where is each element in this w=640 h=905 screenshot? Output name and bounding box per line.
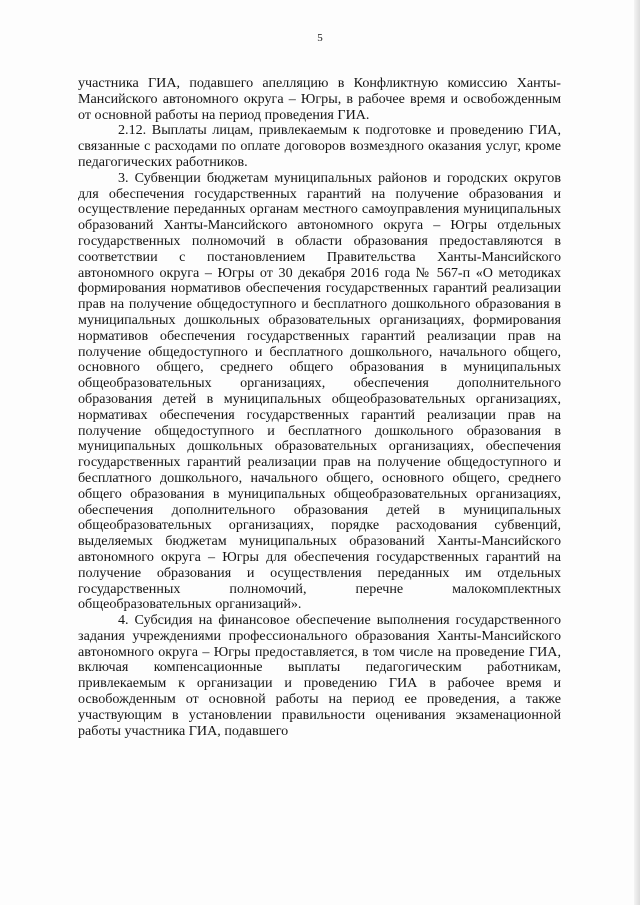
paragraph-continuation: участника ГИА, подавшего апелляцию в Конфликтную комиссию Ханты-Мансийского автономного округа – Югры, в рабочее время и освобожденным от основной работы на период проведения ГИА. (78, 75, 561, 123)
paragraph-2-12: 2.12. Выплаты лицам, привлекаемым к подготовке и проведению ГИА, связанные с расходами по оплате договоров возмездного оказания услуг, кроме педагогических работников. (78, 122, 561, 170)
scan-edge (634, 0, 640, 905)
document-body (78, 76, 561, 739)
paragraph-4: 4. Субсидия на финансовое обеспечение выполнения государственного задания учреждениями профессионального образования Ханты-Мансийского автономного округа – Югры предоставляется, в том числе на проведение ГИА, включая компенсационные выплаты педагогическим работникам, привлекаемым к организации и проведению ГИА в рабочее время и освобожденным от основной работы на период ее проведения, а также участвующим в установлении правильности оценивания экзаменационной работы участника ГИА, подавшего (78, 612, 561, 739)
page-number: 5 (317, 32, 323, 44)
paragraph-3: 3. Субвенции бюджетам муниципальных районов и городских округов для обеспечения государственных гарантий на получение образования и осуществление переданных органам местного самоуправления муниципальных образований Ханты-Мансийского автономного округа – Югры отдельных государственных полномочий в области образования предоставляются в соответствии с постановлением Правительства Ханты-Мансийского автономного округа – Югры от 30 декабря 2016 года № 567-п «О методиках формирования нормативов обеспечения государственных гарантий реализации прав на получение общедоступного и бесплатного дошкольного образования в муниципальных дошкольных образовательных организациях, формирования нормативов обеспечения государственных гарантий реализации прав на получение общедоступного и бесплатного дошкольного, начального общего, основного общего, среднего общего образования в муниципальных общеобразовательных организациях, обеспечения дополнительного образования детей в муниципальных общеобразовательных организациях, нормативах обеспечения государственных гарантий реализации прав на получение общедоступного и бесплатного дошкольного образования в муниципальных дошкольных образовательных организациях, обеспечения государственных гарантий реализации прав на получение общедоступного и бесплатного дошкольного, начального общего, основного общего, среднего общего образования в муниципальных общеобразовательных организациях, обеспечения дополнительного образования детей в муниципальных общеобразовательных организациях, порядке расходования субвенций, выделяемых бюджетам муниципальных образований Ханты-Мансийского автономного округа – Югры для обеспечения государственных гарантий на получение образования и осуществления переданных им отдельных государственных полномочий, перечне малокомплектных общеобразовательных организаций». (78, 169, 561, 613)
